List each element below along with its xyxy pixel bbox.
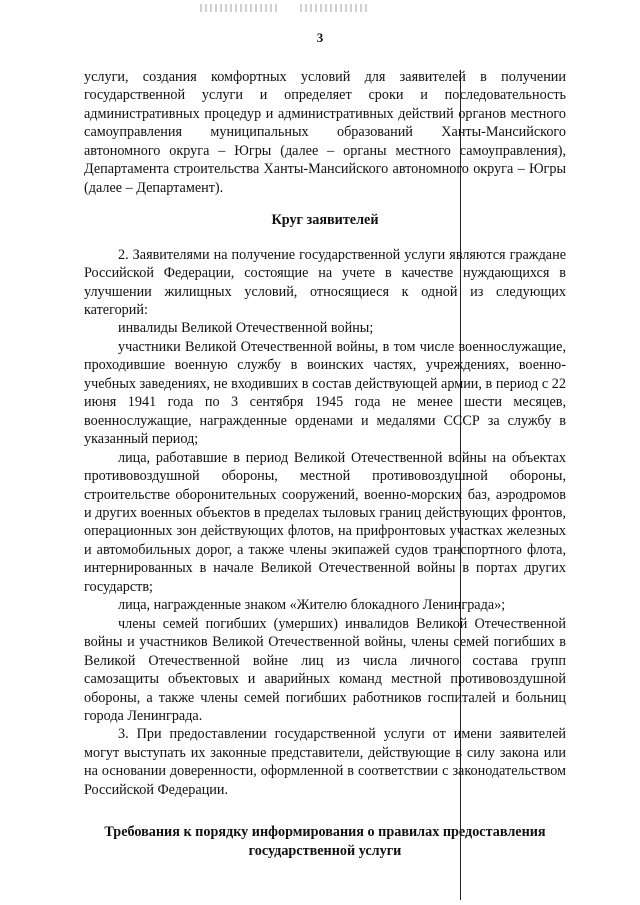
scan-artifact-top-left [200, 4, 280, 12]
paragraph-representatives: 3. При предоставлении государственной услуги от имени заявителей могут выступать их законные представители, действующие в силу закона или на основании доверенности, оформленной в соответствии с законодательством Российской Федерации. [84, 726, 566, 798]
intro-paragraph: услуги, создания комфортных условий для заявителей в получении государственной услуги и определяет сроки и последовательность административных процедур и административных действий органов местного самоуправления муниципальных образований Ханты-Мансийского автономного округа – Югры (далее – органы местного самоуправления), Департамента строительства Ханты-Мансийского автономного округа – Югры (далее – Департамент). [84, 69, 566, 196]
paragraph-applicants: 2. Заявителями на получение государственной услуги являются граждане Российской Федерации, состоящие на учете в качестве нуждающихся в улучшении жилищных условий, относящиеся к одной из следующих категорий: [84, 246, 566, 318]
section-title-applicants: Круг заявителей [271, 212, 379, 229]
list-item-invalids: инвалиды Великой Отечественной войны; [118, 320, 374, 337]
section-title-informing: Требования к порядку информирования о правилах предоставления государственной услуги [104, 824, 546, 859]
document-body [84, 68, 566, 860]
list-item-workers: лица, работавшие в период Великой Отечественной войны на объектах противовоздушной обороны, местной противовоздушной обороны, строительстве оборонительных сооружений, военно-морских баз, аэродромов и других военных объектов в пределах тыловых границ действующих фронтов, операционных зон действующих флотов, на прифронтовых участках железных и автомобильных дорог, а также члены экипажей судов транспортного флота, интернированных в начале Великой Отечественной войны в портах других государств; [84, 449, 566, 595]
list-item-leningrad-badge: лица, награжденные знаком «Жителю блокадного Ленинграда»; [118, 597, 506, 614]
page-number: 3 [316, 30, 324, 45]
list-item-family-members: члены семей погибших (умерших) инвалидов Великой Отечественной войны и участников Великой Отечественной войны, члены семей погибших в Великой Отечественной войне лиц из числа личного состава групп самозащиты объектовых и аварийных команд местной противовоздушной обороны, а также члены семей погибших работников госпиталей и больниц города Ленинграда. [84, 615, 566, 724]
list-item-participants: участники Великой Отечественной войны, в том числе военнослужащие, проходившие военную службу в воинских частях, учреждениях, военно-учебных заведениях, не входивших в состав действующей армии, в период с 22 июня 1941 года по 3 сентября 1945 года не менее шести месяцев, военнослужащие, награжденные орденами и медалями СССР за службу в указанный период; [84, 338, 566, 448]
scan-artifact-top-right [300, 4, 370, 12]
